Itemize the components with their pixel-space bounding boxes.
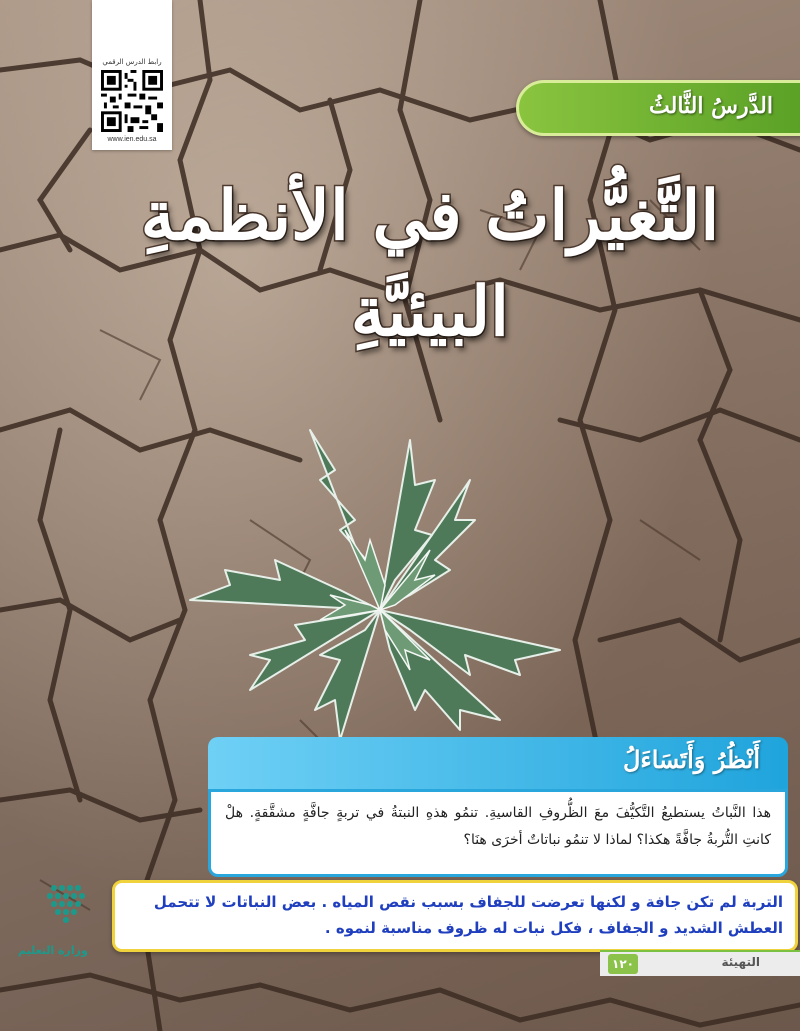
digital-lesson-qr-card[interactable] (92, 0, 172, 150)
qr-caption: رابط الدرس الرقمي (102, 58, 162, 66)
lesson-title (110, 168, 750, 360)
look-and-wonder-body (208, 789, 788, 877)
look-and-wonder-header (208, 737, 788, 793)
answer-text[interactable]: التربة لم تكن جافة و لكنها تعرضت للجفاف بسبب نقص المياه . بعض النباتات لا تتحمل العطش الشديد و الجفاف ، فكل نبات له ظروف مناسبة لنموه . (153, 893, 783, 937)
ministry-logo-text: وزارة التعليم (18, 944, 88, 957)
thistle-plant-image (170, 410, 590, 770)
lesson-title-line-2: البيئيَّةِ (350, 272, 510, 352)
look-and-wonder-box (208, 737, 788, 877)
page-footer (600, 950, 800, 976)
lesson-number-banner (516, 80, 800, 136)
lesson-title-line-1: التَّغيُّراتُ في الأنظمةِ (140, 176, 720, 256)
look-and-wonder-heading: أَنْظُرُ وَأَتَسَاءَلُ (622, 745, 760, 774)
qr-url[interactable]: www.ien.edu.sa (107, 136, 157, 143)
look-and-wonder-text: هذا النَّباتُ يستطيعُ التَّكيُّفَ معَ الظُّروفِ القاسيةِ. تنمُو هذهِ النبتةُ في تربةٍ جافَّةٍ مشقَّقةٍ. هلْ كانتِ التُّربةُ جافَّةً هكذا؟ لماذا لا تنمُو نباتاتٌ أخرَى هنَا؟ (225, 805, 771, 848)
footer-section-label: التهيئة (721, 955, 760, 969)
qr-code-icon[interactable] (101, 70, 163, 132)
lesson-label: الدَّرسُ الثَّالثُ (649, 93, 773, 119)
page-number: ١٢٠ (608, 954, 638, 974)
ministry-logo-icon (34, 880, 98, 940)
answer-box[interactable] (112, 880, 798, 952)
